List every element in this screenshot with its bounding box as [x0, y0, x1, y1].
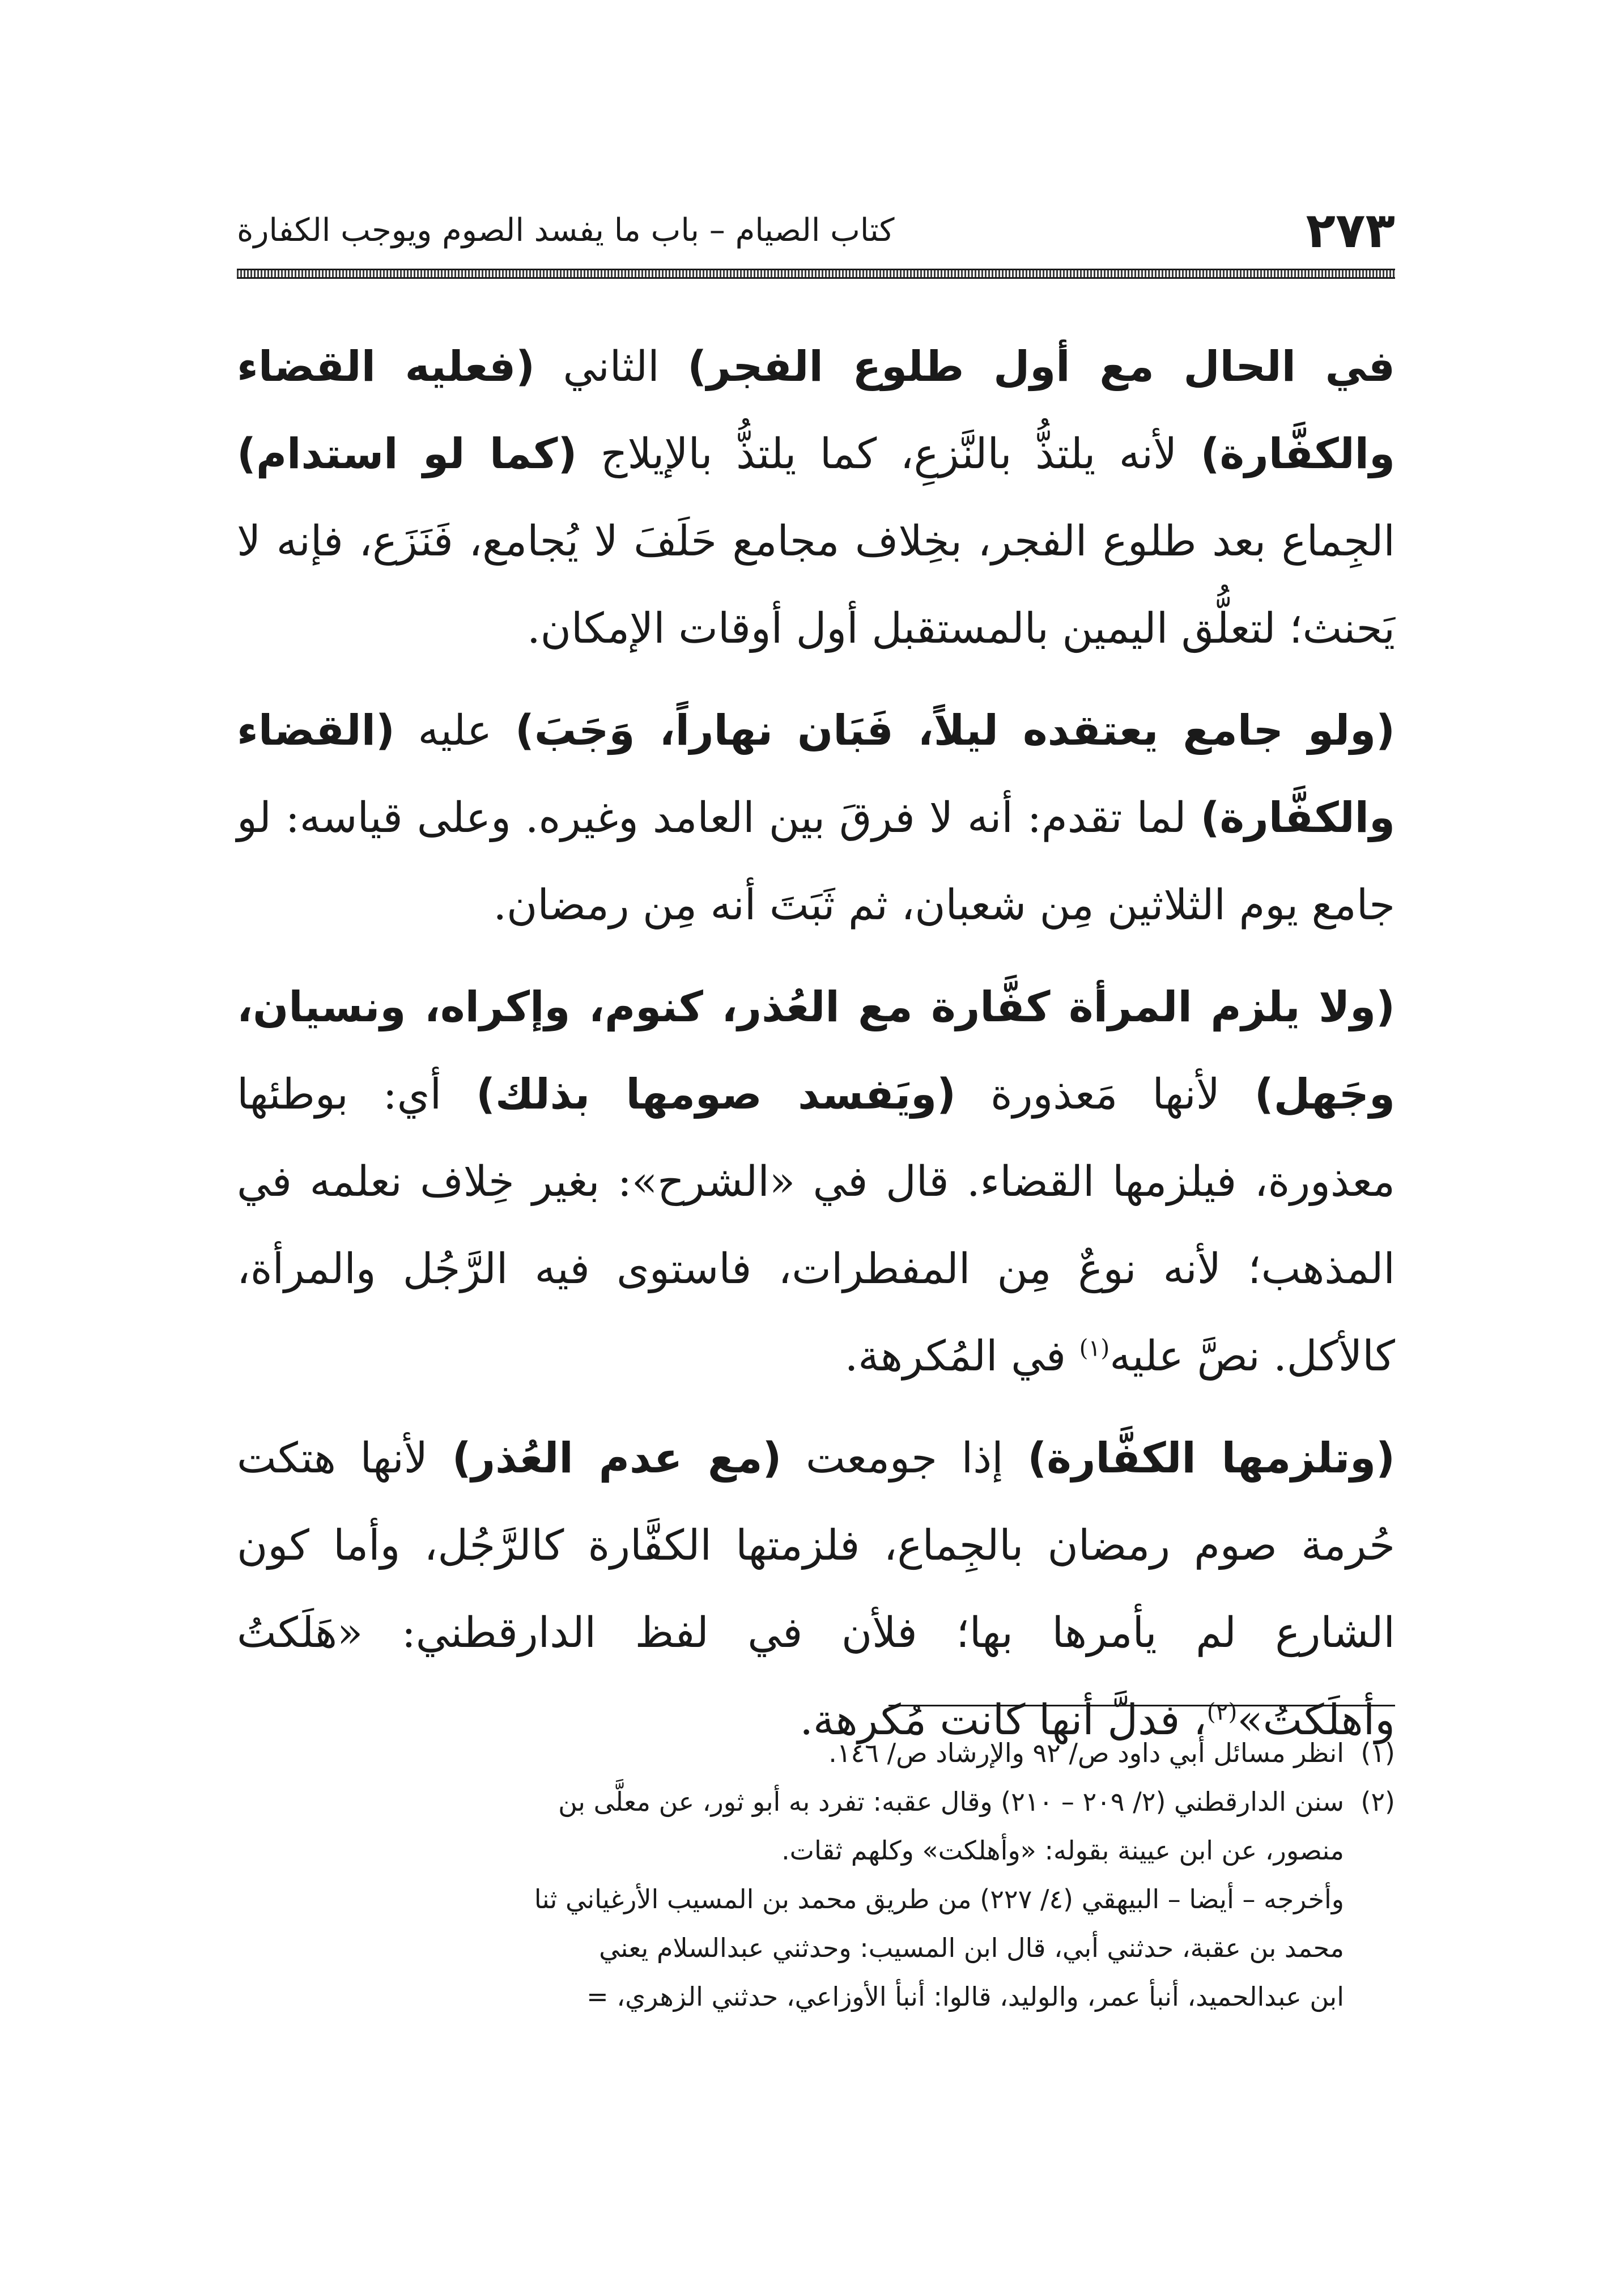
commentary-text: الثاني	[535, 342, 688, 391]
matn-text: (وتلزمها الكفَّارة)	[1027, 1434, 1395, 1483]
page-number: ٢٧٣	[1306, 202, 1395, 259]
commentary-text: أي: بوطئها معذورة، فيلزمها القضاء. قال في «الشرح»: بغير خِلاف نعلمه في المذهب؛ لأنه نوعٌ مِن المفطرات، فاستوى فيه الرَّجُل والمرأة، كالأكل. نصَّ عليه	[237, 1070, 1395, 1381]
commentary-text: في المُكرهة.	[844, 1332, 1079, 1381]
footnote	[237, 1777, 1395, 2021]
matn-text: في الحال مع أول طلوع الفجر)	[687, 342, 1395, 391]
footnote-divider	[888, 1705, 1395, 1706]
paragraph	[237, 687, 1395, 949]
footnote-number: (١)	[1361, 1738, 1395, 1768]
matn-text: (القضاء والكفَّارة)	[237, 706, 1395, 842]
paragraph	[237, 323, 1395, 672]
footnote-line: سنن الدارقطني (٢/ ٢٠٩ – ٢١٠) وقال عقبه: تفرد به أبو ثور، عن معلَّى بن	[558, 1786, 1344, 1817]
paragraph	[237, 963, 1395, 1400]
footnote-number: (٢)	[1361, 1786, 1395, 1817]
footnote-marker: (١)	[1079, 1334, 1110, 1362]
matn-text: (ويَفسد صومها بذلك)	[476, 1070, 956, 1119]
footnote-line: انظر مسائل أبي داود ص/ ٩٢ والإرشاد ص/ ١٤٦.	[828, 1738, 1344, 1768]
main-text	[237, 323, 1395, 1778]
commentary-text: لأنها هتكت حُرمة صوم رمضان بالجِماع، فلزمتها الكفَّارة كالرَّجُل، وأما كون الشارع لم يأمرها بها؛ فلأن في لفظ الدارقطني: «هَلَكتُ وأهلَكتُ»	[237, 1434, 1395, 1744]
running-header	[237, 199, 1395, 262]
commentary-text: إذا جومعت	[781, 1434, 1028, 1483]
footnote-line: محمد بن عقبة، حدثني أبي، قال ابن المسيب: وحدثني عبدالسلام يعني	[599, 1933, 1344, 1963]
commentary-text: لأنه يلتذُّ بالنَّزعِ، كما يلتذُّ بالإيلاج	[577, 430, 1201, 478]
header-divider	[237, 269, 1395, 279]
matn-text: (ولا يلزم المرأة كفَّارة مع العُذر، كنوم، وإكراه، ونسيان، وجَهل)	[237, 983, 1395, 1119]
commentary-text: عليه	[394, 706, 515, 755]
footnote-body	[237, 1777, 1344, 2021]
matn-text: (كما لو استدام)	[237, 430, 577, 478]
commentary-text: لما تقدم: أنه لا فرقَ بين العامد وغيره. وعلى قياسه: لو جامع يوم الثلاثين مِن شعبان، ثم ثَبَتَ أنه مِن رمضان.	[237, 793, 1395, 929]
matn-text: (مع عدم العُذر)	[452, 1434, 782, 1483]
footnotes	[237, 1729, 1395, 2021]
footnote-body	[237, 1729, 1344, 1777]
matn-text: (ولو جامع يعتقده ليلاً، فَبَان نهاراً، وَجَبَ)	[515, 706, 1395, 755]
commentary-text: لأنها مَعذورة	[955, 1070, 1255, 1119]
paragraph	[237, 1415, 1395, 1764]
footnote-marker: (٢)	[1206, 1698, 1238, 1726]
commentary-text: الجِماع بعد طلوع الفجر، بخِلاف مجامع حَلَفَ لا يُجامع، فَنَزَع، فإنه لا يَحنث؛ لتعلُّق اليمين بالمستقبل أول أوقات الإمكان.	[237, 517, 1395, 653]
matn-text: (فعليه القضاء والكفَّارة)	[237, 342, 1395, 478]
commentary-text: ، فدلَّ أنها كانت مُكرهة.	[800, 1696, 1207, 1744]
footnote-line: وأخرجه – أيضا – البيهقي (٤/ ٢٢٧) من طريق محمد بن المسيب الأرغياني ثنا	[534, 1884, 1344, 1914]
running-title: كتاب الصيام – باب ما يفسد الصوم ويوجب الكفارة	[237, 212, 895, 249]
footnote-line: ابن عبدالحميد، أنبأ عمر، والوليد، قالوا: أنبأ الأوزاعي، حدثني الزهري، =	[586, 1981, 1344, 2012]
footnote	[237, 1729, 1395, 1777]
footnote-line: منصور، عن ابن عيينة بقوله: «وأهلكت» وكلهم ثقات.	[781, 1835, 1344, 1866]
